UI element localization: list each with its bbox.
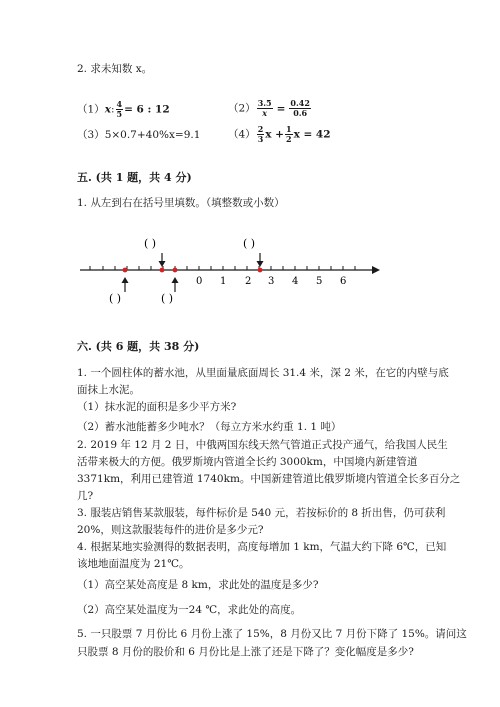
s6-line-6: 活带来极大的方便。俄罗斯境内管道全长约 3000km，中国境内新建管道 — [77, 456, 418, 468]
s6-line-8: 几? — [77, 490, 94, 502]
tick-label-2: 2 — [245, 276, 252, 287]
equation-1-label: （1） — [77, 103, 105, 116]
equation-3-text: 5×0.7+40%x=9.1 — [104, 129, 201, 141]
upper-paren-right: ( ) — [243, 237, 256, 250]
equation-2-right-numerator: 0.42 — [290, 98, 310, 108]
equation-1-colon: : — [110, 103, 115, 116]
section-5-heading: 五. (共 1 题，共 4 分) — [77, 171, 192, 184]
s6-line-2: 面抹上水泥。 — [77, 384, 140, 396]
equation-1-rhs: = 6 : 12 — [124, 103, 170, 116]
s6-line-16: 只股票 8 月份的股价和 6 月份比是上涨了还是下降了？变化幅度是多少? — [77, 646, 414, 658]
tick-label-6: 6 — [340, 276, 347, 287]
s6-line-15: 5. 一只股票 7 月份比 6 月份上涨了 15%，8 月份又比 7 月份下降了 15%。请问这 — [77, 628, 467, 640]
tick-label-3: 3 — [268, 276, 275, 287]
equation-2-left-denominator: x — [262, 108, 268, 118]
s6-line-7: 3371km，利用已建管道 1740km。中国新建管道比俄罗斯境内管道全长多百分之 — [77, 473, 461, 485]
s6-line-13: （1）高空某处高度是 8 km，求此处的温度是多少? — [77, 579, 319, 591]
equation-1-numerator: 4 — [116, 99, 123, 109]
section-6-heading: 六. (共 6 题，共 38 分) — [77, 340, 200, 353]
equation-3-label: （3） — [77, 129, 105, 141]
s6-line-5: 2. 2019 年 12 月 2 日，中俄两国东线天然气管道正式投产通气，给我国人民生 — [77, 439, 448, 451]
red-point-4 — [258, 268, 263, 273]
question-2-title: 2. 求未知数 x。 — [77, 63, 153, 75]
equation-1-denominator: 5 — [116, 109, 123, 119]
equation-2-left-numerator: 3.5 — [257, 98, 272, 108]
red-point-1 — [123, 268, 128, 273]
equation-2-left-fraction — [257, 99, 273, 118]
equation-4-a-numerator: 2 — [257, 124, 264, 134]
equation-1 — [77, 100, 170, 119]
equation-2-label: （2） — [228, 102, 256, 115]
s6-line-10: 20%，则这款服装每件的进价是多少元? — [77, 524, 264, 536]
red-point-2 — [160, 268, 165, 273]
tick-label-1: 1 — [220, 276, 227, 287]
s6-line-11: 4. 根据某地实验测得的数据表明，高度每增加 1 km，气温大约下降 6℃，已知 — [77, 541, 447, 553]
s6-line-1: 1. 一个圆柱体的蓄水池，从里面量底面周长 31.4 米，深 2 米，在它的内壁与底 — [77, 367, 449, 379]
s6-line-4: （2）蓄水池能蓄多少吨水？（每立方米水约重 1. 1 吨） — [77, 421, 342, 433]
down-arrow-2 — [257, 253, 264, 267]
equation-4-b-denominator: 2 — [285, 134, 292, 144]
up-arrow-2 — [172, 277, 179, 292]
equation-2-right-fraction — [289, 99, 310, 118]
upper-paren-left: ( ) — [144, 237, 157, 250]
equation-1-x: x — [104, 103, 111, 116]
equation-4-fraction-b — [285, 125, 293, 144]
s6-line-12: 该地地面温度为 21℃。 — [77, 558, 190, 570]
equation-4 — [228, 125, 331, 144]
number-line-figure — [0, 230, 500, 310]
lower-paren-left: ( ) — [109, 292, 122, 305]
up-arrow-1 — [122, 277, 129, 292]
red-point-3 — [173, 268, 178, 273]
lower-paren-right: ( ) — [161, 292, 174, 305]
tick-label-0: 0 — [196, 276, 203, 287]
s6-line-14: （2）高空某处温度为一24 ℃，求此处的高度。 — [77, 604, 302, 616]
down-arrow-1 — [159, 253, 166, 267]
equation-4-x-plus: x + — [265, 128, 284, 141]
s6-line-3: （1）抹水泥的面积是多少平方米? — [77, 401, 237, 413]
equation-2-equals: = — [276, 102, 286, 115]
section-5-question-1: 1. 从左到右在括号里填数。（填整数或小数） — [77, 197, 285, 209]
equation-4-label: （4） — [228, 128, 256, 141]
equation-4-b-numerator: 1 — [285, 124, 292, 134]
equation-4-fraction-a — [257, 125, 265, 144]
equation-3 — [77, 127, 200, 142]
equation-4-rhs: x = 42 — [293, 128, 331, 141]
equation-2 — [228, 99, 312, 118]
equation-2-right-denominator: 0.6 — [293, 108, 308, 118]
tick-label-4: 4 — [292, 276, 299, 287]
tick-label-5: 5 — [316, 276, 323, 287]
s6-line-9: 3. 服装店销售某款服装，每件标价是 540 元，若按标价的 8 折出售，仍可获利 — [77, 507, 446, 519]
equation-4-a-denominator: 3 — [257, 134, 264, 144]
equation-1-fraction — [116, 100, 124, 119]
